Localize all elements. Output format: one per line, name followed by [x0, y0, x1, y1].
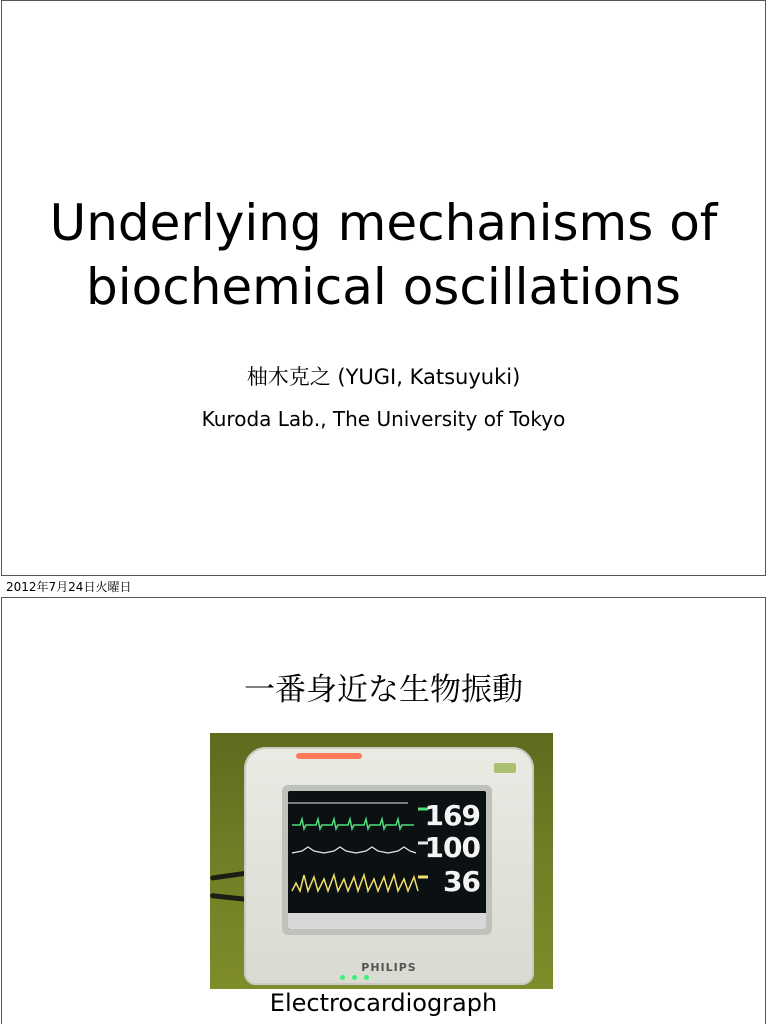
- blood-pressure-readout: 100: [424, 831, 480, 864]
- author-name: 柚木克之 (YUGI, Katsuyuki): [246, 365, 521, 389]
- resp-rate-readout: 36: [443, 865, 480, 898]
- brand-logo: PHILIPS: [361, 961, 417, 974]
- slide-date-label: 2012年7月24日火曜日: [6, 580, 132, 594]
- slide-1: [1, 0, 766, 576]
- monitor-screen: [288, 791, 486, 929]
- heart-rate-readout: 169: [424, 799, 480, 832]
- monitor-bezel: [282, 785, 492, 935]
- cable: [210, 893, 248, 902]
- photo-caption: Electrocardiograph: [269, 989, 498, 1017]
- monitor-photo: [210, 733, 553, 989]
- title-line-2: biochemical oscillations: [86, 258, 681, 316]
- model-tag: [494, 763, 516, 773]
- screen-status-bar: [288, 913, 486, 929]
- slide-2-title: 一番身近な生物振動: [244, 672, 523, 708]
- alarm-light: [296, 753, 362, 759]
- slide-title: [2, 191, 765, 319]
- patient-monitor: [244, 747, 534, 985]
- slide-2: [1, 597, 766, 1024]
- led-indicator: [340, 975, 345, 980]
- led-indicator: [352, 975, 357, 980]
- title-line-1: Underlying mechanisms of: [49, 194, 718, 252]
- affiliation: Kuroda Lab., The University of Tokyo: [201, 407, 566, 431]
- led-indicator: [364, 975, 369, 980]
